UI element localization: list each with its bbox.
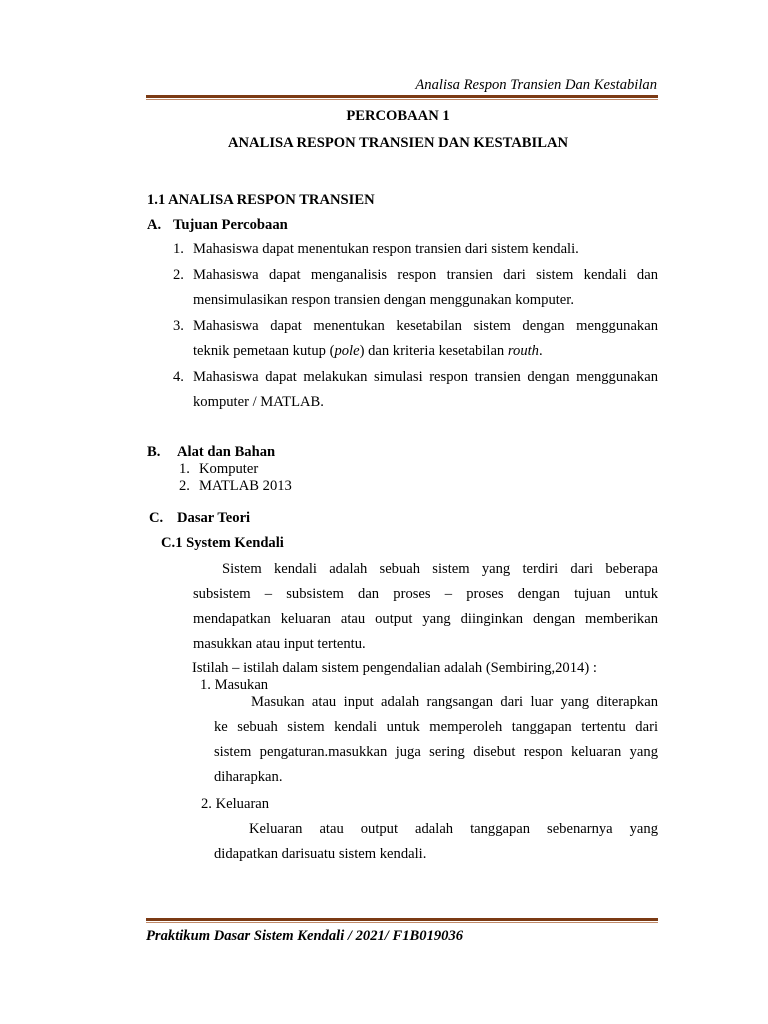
section-b-heading: Alat dan Bahan (177, 444, 276, 460)
list-item-text: Mahasiswa dapat menentukan kesetabilan sistem dengan menggunakan (193, 318, 658, 334)
list-item-text: teknik pemetaan kutup (pole) dan kriteria kesetabilan routh. (193, 343, 543, 359)
list-item: 4. (173, 369, 184, 385)
term-line: didapatkan darisuatu sistem kendali. (214, 846, 427, 862)
paragraph-line: masukkan atau input tertentu. (193, 636, 366, 652)
list-item: 1. Komputer (179, 461, 259, 477)
list-item-text: Mahasiswa dapat menentukan respon transien dari sistem kendali. (193, 241, 579, 257)
terms-intro: Istilah – istilah dalam sistem pengendalian adalah (Sembiring,2014) : (192, 660, 597, 676)
section-b-marker: B. (147, 444, 161, 460)
term-line: diharapkan. (214, 769, 283, 785)
term-line: Keluaran atau output adalah tanggapan sebenarnya yang (249, 821, 658, 837)
running-header: Analisa Respon Transien Dan Kestabilan (415, 77, 657, 93)
list-item: 3. (173, 318, 184, 334)
term-line: Masukan atau input adalah rangsangan dari luar yang diterapkan (251, 694, 658, 710)
paragraph-line: mendapatkan keluaran atau output yang diinginkan dengan memberikan (193, 611, 658, 627)
section-a-marker: A. (147, 217, 162, 233)
section-c-heading: Dasar Teori (177, 510, 251, 526)
paragraph-line: subsistem – subsistem dan proses – proses dengan tujuan untuk (193, 586, 658, 602)
list-item: 2. MATLAB 2013 (179, 478, 292, 494)
section-heading: 1.1 ANALISA RESPON TRANSIEN (147, 192, 375, 208)
term-line: sistem pengaturan.masukkan juga sering disebut respon keluaran yang (214, 744, 658, 760)
header-rule (146, 95, 658, 100)
page-title-line1: PERCOBAAN 1 (346, 108, 450, 124)
term-line: ke sebuah sistem kendali untuk memperoleh tanggapan tertentu dari (214, 719, 658, 735)
list-item-text: Mahasiswa dapat menganalisis respon transien dari sistem kendali dan (193, 267, 658, 283)
footer-rule (146, 918, 658, 923)
list-item: 2. (173, 267, 184, 283)
subsection-heading: C.1 System Kendali (161, 535, 284, 551)
list-item: 1. (173, 241, 184, 257)
paragraph-line: Sistem kendali adalah sebuah sistem yang terdiri dari beberapa (222, 561, 658, 577)
section-a-heading: Tujuan Percobaan (173, 217, 288, 233)
section-c-marker: C. (149, 510, 164, 526)
term-label: 1. Masukan (200, 677, 269, 693)
term-label: 2. Keluaran (201, 796, 270, 812)
page-footer: Praktikum Dasar Sistem Kendali / 2021/ F1B019036 (146, 928, 464, 944)
list-item-text: komputer / MATLAB. (193, 394, 324, 410)
list-item-text: Mahasiswa dapat melakukan simulasi respon transien dengan menggunakan (193, 369, 658, 385)
page-title-line2: ANALISA RESPON TRANSIEN DAN KESTABILAN (227, 135, 569, 151)
list-item-text: mensimulasikan respon transien dengan menggunakan komputer. (193, 292, 574, 308)
